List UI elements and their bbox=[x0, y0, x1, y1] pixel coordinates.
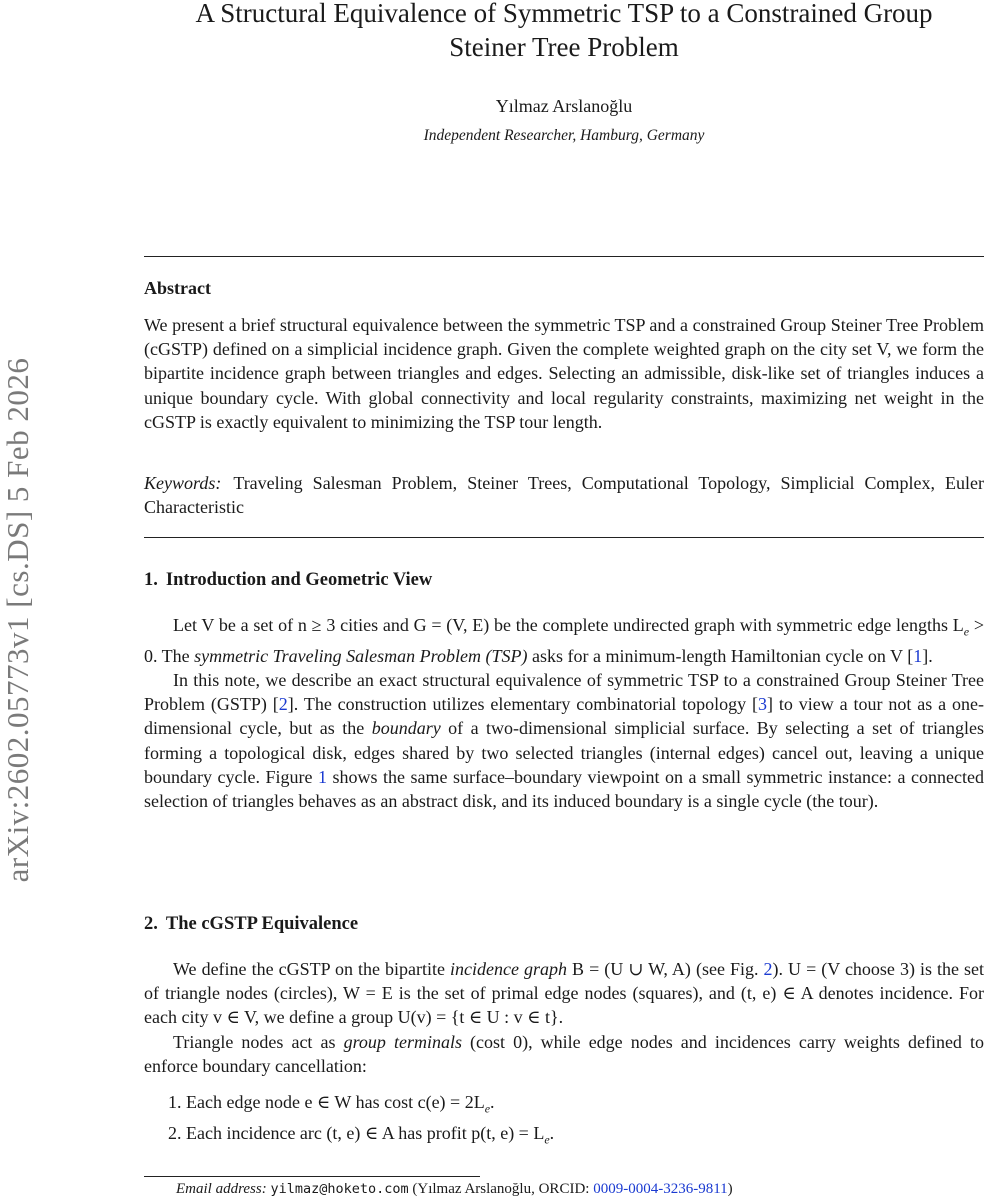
list-item: 1. Each edge node e ∈ W has cost $c(e) = 2L_e$. bbox=[168, 1092, 495, 1116]
author-email[interactable]: yilmaz@hoketo.com bbox=[270, 1181, 409, 1197]
abstract-heading: Abstract bbox=[144, 278, 211, 298]
cost-definition-list bbox=[168, 1090, 554, 1151]
footnote: Email address: yilmaz@hoketo.com (Yılmaz Arslanoğlu, ORCID: 0009-0004-3236-9811) bbox=[176, 1181, 733, 1197]
abstract-bottom-rule bbox=[144, 537, 984, 538]
title-line-1: A Structural Equivalence of Symmetric TSP to a Constrained Group bbox=[195, 0, 933, 28]
section-1-heading bbox=[144, 570, 432, 591]
section-1-number: 1. bbox=[144, 570, 158, 590]
section-2-paragraph-1: We define the cGSTP on the bipartite incidence graph B = (U ∪ W, A) (see Fig. 2). U = (V choose 3) is the set of triangle nodes (circles), W = E is the set of primal edge nodes (squares), and (t, e) ∈ A denotes incidence. For each city v ∈ V, we define a group U(v) = {t ∈ U : v ∈ t}. bbox=[144, 959, 985, 1028]
arxiv-side-identifier: arXiv:2602.05773v1 [cs.DS] 5 Feb 2026 bbox=[0, 357, 35, 883]
paper-title bbox=[144, 0, 984, 64]
keywords bbox=[144, 471, 984, 519]
orcid-link[interactable]: 0009-0004-3236-9811 bbox=[593, 1181, 728, 1197]
section-2-title: The cGSTP Equivalence bbox=[165, 914, 359, 934]
citation-link-3[interactable]: 3 bbox=[758, 694, 767, 715]
author-name: Yılmaz Arslanoğlu bbox=[495, 96, 633, 116]
section-1-paragraph-1: Let V be a set of n ≥ 3 cities and G = (V, E) be the complete undirected graph with symmetric edge lengths $L_e > 0$. The symmetric Traveling Salesman Problem (TSP) asks for a minimum-length Hamiltonian cycle on V [1]. bbox=[144, 615, 984, 666]
keywords-label: Keywords: bbox=[144, 473, 222, 493]
section-1-paragraph-2: In this note, we describe an exact structural equivalence of symmetric TSP to a constrained Group Steiner Tree Problem (GSTP) [2]. The construction utilizes elementary combinatorial topology [3] to view a tour not as a one-dimensional cycle, but as the boundary of a two-dimensional simplicial surface. By selecting a set of triangles forming a topological disk, edges shared by two selected triangles (internal edges) cancel out, leaving a unique boundary cycle. Figure 1 shows the same surface–boundary viewpoint on a small symmetric instance: a connected selection of triangles behaves as an abstract disk, and its induced boundary is a single cycle (the tour). bbox=[144, 670, 985, 812]
section-1-body bbox=[144, 613, 984, 813]
section-2-heading bbox=[144, 914, 358, 935]
figure-link-1[interactable]: 1 bbox=[318, 766, 327, 787]
paper-page bbox=[144, 0, 985, 1197]
citation-link-1[interactable]: 1 bbox=[913, 645, 923, 666]
section-2-paragraph-2: Triangle nodes act as group terminals (cost 0), while edge nodes and incidences carry weights defined to enforce boundary cancellation: bbox=[144, 1031, 984, 1076]
abstract-top-rule bbox=[144, 256, 984, 257]
keywords-list: Traveling Salesman Problem, Steiner Trees, Computational Topology, Simplicial Complex, Euler Characteristic bbox=[144, 473, 984, 518]
author-affiliation: Independent Researcher, Hamburg, Germany bbox=[423, 127, 705, 144]
section-1-title: Introduction and Geometric View bbox=[165, 570, 433, 590]
section-2-number: 2. bbox=[144, 914, 158, 934]
footnote-rule bbox=[144, 1176, 480, 1177]
footnote-label: Email address: bbox=[176, 1181, 267, 1197]
section-2-body bbox=[144, 957, 984, 1078]
abstract-text: We present a brief structural equivalence between the symmetric TSP and a constrained Group Steiner Tree Problem (cGSTP) defined on a simplicial incidence graph. Given the complete weighted graph on the city set V, we form the bipartite incidence graph between triangles and edges. Selecting an admissible, disk-like set of triangles induces a unique boundary cycle. With global connectivity and local regularity constraints, maximizing net weight in the cGSTP is exactly equivalent to minimizing the TSP tour length. bbox=[144, 315, 984, 432]
title-line-2: Steiner Tree Problem bbox=[449, 32, 679, 62]
citation-link-2[interactable]: 2 bbox=[278, 694, 288, 715]
list-item: 2. Each incidence arc (t, e) ∈ A has profit p(t, $e) = L_e$. bbox=[168, 1122, 555, 1147]
figure-link-2[interactable]: 2 bbox=[763, 959, 773, 979]
